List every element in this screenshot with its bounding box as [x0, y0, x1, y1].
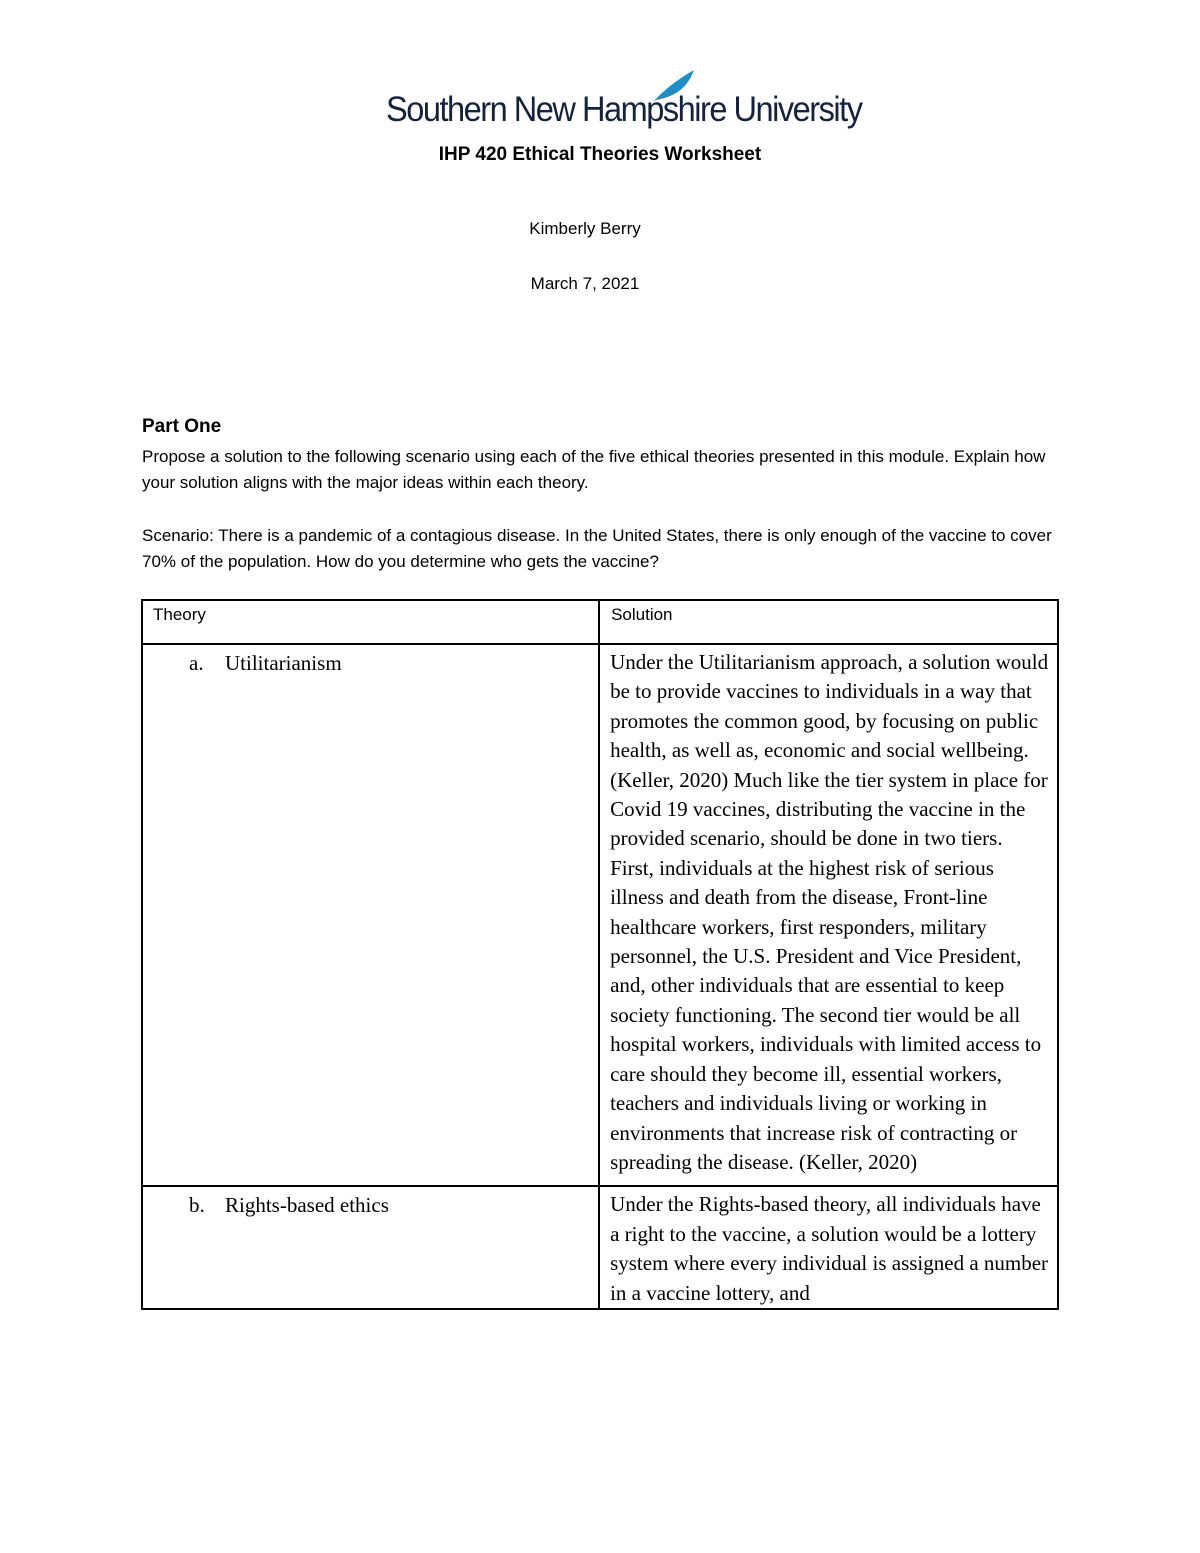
author-name: Kimberly Berry — [529, 219, 641, 238]
university-name: Southern New Hampshire University — [386, 90, 862, 129]
table-row — [142, 1186, 1058, 1309]
part-one-heading: Part One — [142, 416, 222, 437]
solution-cell: Under the Utilitarianism approach, a solution would be to provide vaccines to individuals in a way that promotes the common good, by focusing on public health, as well as, economic and social wellbeing. (Keller, 2020) Much like the tier system in place for Covid 19 vaccines, distributing the vaccine in the provided scenario, should be done in two tiers. First, individuals at the highest risk of serious illness and death from the disease, Front-line healthcare workers, first responders, military personnel, the U.S. President and Vice President, and, other individuals that are essential to keep society functioning. The second tier would be all hospital workers, individuals with limited access to care should they become ill, essential workers, teachers and individuals living or working in environments that increase risk of contracting or spreading the disease. (Keller, 2020) — [599, 644, 1058, 1186]
solution-cell: Under the Rights-based theory, all individuals have a right to the vaccine, a solution would be a lottery system where every individual is assigned a number in a vaccine lottery, and — [599, 1186, 1058, 1309]
document-date: March 7, 2021 — [530, 274, 640, 293]
theory-cell — [142, 1186, 599, 1309]
table-row — [142, 644, 1058, 1186]
header-theory: Theory — [142, 600, 599, 644]
theory-cell — [142, 644, 599, 1186]
theory-label: b. — [189, 1193, 205, 1218]
scenario-paragraph: Scenario: There is a pandemic of a contagious disease. In the United States, there is only enough of the vaccine to cover 70% of the population. How do you determine who gets the vaccine? — [142, 526, 1052, 571]
theory-label: a. — [189, 651, 204, 675]
table-header-row — [142, 600, 1058, 644]
header-solution: Solution — [599, 600, 1058, 644]
theory-name: Utilitarianism — [225, 651, 342, 675]
theories-table — [141, 599, 1059, 1310]
university-logo — [386, 68, 862, 138]
prompt-paragraph: Propose a solution to the following scenario using each of the five ethical theories presented in this module. Explain how your solution aligns with the major ideas within each theory. — [142, 447, 1046, 492]
document-title: IHP 420 Ethical Theories Worksheet — [438, 144, 762, 165]
theory-name: Rights-based ethics — [225, 1193, 389, 1218]
